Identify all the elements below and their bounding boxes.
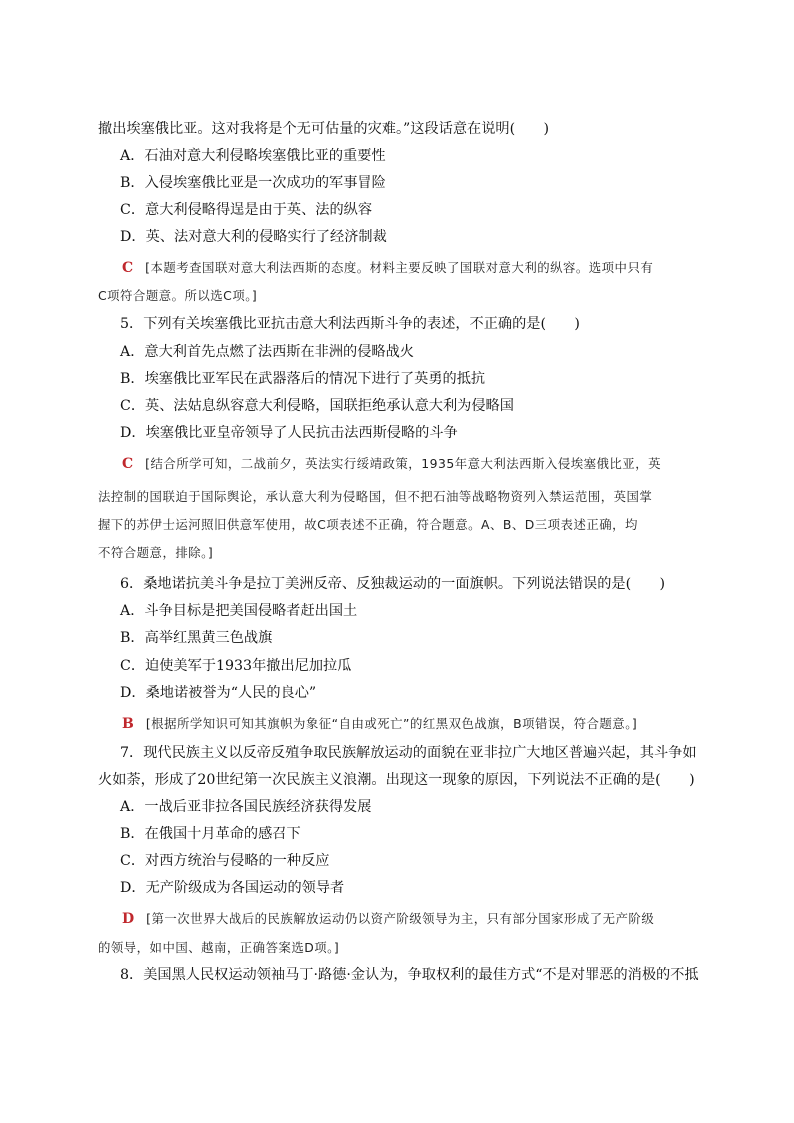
q4-option-d: D．英、法对意大利的侵略实行了经济制裁 [120,229,387,245]
q5-option-c: C．英、法姑息纵容意大利侵略，国联拒绝承认意大利为侵略国 [120,398,514,414]
q4-option-c: C．意大利侵略得逞是由于英、法的纵容 [120,202,373,218]
q5-explanation-line1: [结合所学可知，二战前夕，英法实行绥靖政策，1935年意大利法西斯入侵埃塞俄比亚，英 [145,456,661,471]
q7-explanation-line2: 的领导，如中国、越南，正确答案选D项。] [98,940,340,955]
q5-explanation-line3: 握下的苏伊士运河照旧供意军使用，故C项表述不正确，符合题意。A、B、D三项表述正确，均 [98,517,638,532]
q6-option-b: B．高举红黑黄三色战旗 [120,630,273,646]
q6-explanation-line1: [根据所学知识可知其旗帜为象征“自由或死亡”的红黑双色战旗，B项错误，符合题意。] [145,716,638,731]
q7-stem-line1: 7．现代民族主义以反帝反殖争取民族解放运动的面貌在亚非拉广大地区普遍兴起，其斗争如 [120,745,697,761]
q4-explanation-line2: C项符合题意。所以选C项。] [98,288,258,303]
q4-option-a: A．石油对意大利侵略埃塞俄比亚的重要性 [120,148,386,164]
q5-explanation-line4: 不符合题意，排除。] [98,545,214,560]
q6-answer [122,714,637,734]
q5-answer-key: C [122,456,134,472]
q5-answer [122,454,661,474]
q8-stem-line1: 8．美国黑人民权运动领袖马丁·路德·金认为，争取权利的最佳方式“不是对罪恶的消极的不抵 [120,967,699,983]
q7-option-b: B．在俄国十月革命的感召下 [120,826,301,842]
q6-option-c: C．迫使美军于1933年撤出尼加拉瓜 [120,658,352,674]
q4-stem-end: 撤出埃塞俄比亚。这对我将是个无可估量的灾难。”这段话意在说明( ) [98,121,550,137]
q7-answer-key: D [122,911,135,927]
q4-answer-key: C [122,260,134,276]
q7-option-a: A．一战后亚非拉各国民族经济获得发展 [120,799,372,815]
q5-stem: 5．下列有关埃塞俄比亚抗击意大利法西斯斗争的表述，不正确的是( ) [120,316,580,332]
q7-answer [122,909,654,929]
q6-stem: 6．桑地诺抗美斗争是拉丁美洲反帝、反独裁运动的一面旗帜。下列说法错误的是( ) [120,576,666,592]
q6-option-d: D．桑地诺被誉为“人民的良心” [120,685,317,701]
q7-explanation-line1: [第一次世界大战后的民族解放运动仍以资产阶级领导为主，只有部分国家形成了无产阶级 [146,911,655,926]
q6-option-a: A．斗争目标是把美国侵略者赶出国土 [120,603,358,619]
q5-option-a: A．意大利首先点燃了法西斯在非洲的侵略战火 [120,344,414,360]
q4-answer [122,258,653,278]
q7-option-d: D．无产阶级成为各国运动的领导者 [120,880,345,896]
q4-explanation-line1: [本题考查国联对意大利法西斯的态度。材料主要反映了国联对意大利的纵容。选项中只有 [145,260,654,275]
q5-explanation-line2: 法控制的国联迫于国际舆论，承认意大利为侵略国，但不把石油等战略物资列入禁运范围，英国掌 [98,489,653,504]
q5-option-d: D．埃塞俄比亚皇帝领导了人民抗击法西斯侵略的斗争 [120,425,458,441]
q7-option-c: C．对西方统治与侵略的一种反应 [120,853,330,869]
q4-option-b: B．入侵埃塞俄比亚是一次成功的军事冒险 [120,175,386,191]
q6-answer-key: B [122,716,134,732]
q7-stem-line2: 火如荼，形成了20世纪第一次民族主义浪潮。出现这一现象的原因，下列说法不正确的是( ) [98,772,695,788]
q5-option-b: B．埃塞俄比亚军民在武器落后的情况下进行了英勇的抵抗 [120,371,486,387]
